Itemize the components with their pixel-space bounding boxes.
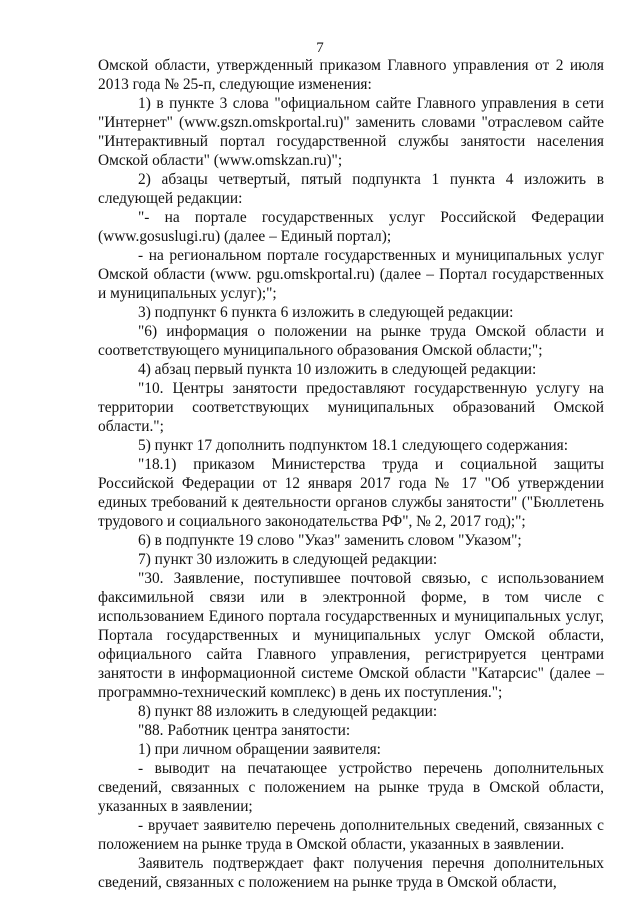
paragraph: 6) в подпункте 19 слово "Указ" заменить словом "Указом"; xyxy=(138,532,522,549)
paragraph: 3) подпункт 6 пункта 6 изложить в следующей редакции: xyxy=(138,304,514,321)
paragraph: "- на портале государственных услуг Российской Федерации (www.gosuslugi.ru) (далее – Единый портал); xyxy=(98,209,604,245)
paragraph: 2) абзацы четвертый, пятый подпункта 1 пункта 4 изложить в следующей редакции: xyxy=(98,171,604,207)
document-body xyxy=(98,56,604,892)
paragraph: 5) пункт 17 дополнить подпунктом 18.1 следующего содержания: xyxy=(138,437,569,454)
paragraph: 8) пункт 88 изложить в следующей редакции: xyxy=(138,703,438,720)
paragraph: "6) информация о положении на рынке труда Омской области и соответствующего муниципального образования Омской области;"; xyxy=(98,323,604,359)
paragraph: 4) абзац первый пункта 10 изложить в следующей редакции: xyxy=(138,361,537,378)
paragraph: "18.1) приказом Министерства труда и социальной защиты Российской Федерации от 12 января 2017 года № 17 "Об утверждении единых требований к деятельности органов службы занятости" ("Бюллетень трудового и социального законодательства РФ", № 2, 2017 год);"; xyxy=(98,456,604,530)
paragraph: - выводит на печатающее устройство перечень дополнительных сведений, связанных с положением на рынке труда в Омской области, указанных в заявлении; xyxy=(98,760,604,815)
paragraph: "30. Заявление, поступившее почтовой связью, с использованием факсимильной связи или в электронной форме, в том числе с использованием Единого портала государственных и муниципальных услуг, Портала государственных и муниципальных услуг Омской области, официального сайта Главного управления, регистрируется центрами занятости в информационной системе Омской области "Катарсис" (далее – программно-технический комплекс) в день их поступления."; xyxy=(98,570,604,701)
paragraph: - на региональном портале государственных и муниципальных услуг Омской области (www. pgu.omskportal.ru) (далее – Портал государственных и муниципальных услуг);"; xyxy=(98,247,604,302)
paragraph: 1) в пункте 3 слова "официальном сайте Главного управления в сети "Интернет" (www.gszn.omskportal.ru)" заменить словами "отраслевом сайте "Интерактивный портал государственной службы занятости населения Омской области" (www.omskzan.ru)"; xyxy=(98,95,604,169)
paragraph: Заявитель подтверждает факт получения перечня дополнительных сведений, связанных с положением на рынке труда в Омской области, xyxy=(98,855,604,891)
paragraph: Омской области, утвержденный приказом Главного управления от 2 июля 2013 года № 25-п, следующие изменения: xyxy=(98,57,604,93)
paragraph: "88. Работник центра занятости: xyxy=(138,722,351,739)
paragraph: "10. Центры занятости предоставляют государственную услугу на территории соответствующих муниципальных образований Омской области."; xyxy=(98,380,604,435)
paragraph: 1) при личном обращении заявителя: xyxy=(138,741,381,758)
paragraph: 7) пункт 30 изложить в следующей редакции: xyxy=(138,551,438,568)
page-number: 7 xyxy=(316,40,324,56)
paragraph: - вручает заявителю перечень дополнительных сведений, связанных с положением на рынке труда в Омской области, указанных в заявлении. xyxy=(98,817,604,853)
